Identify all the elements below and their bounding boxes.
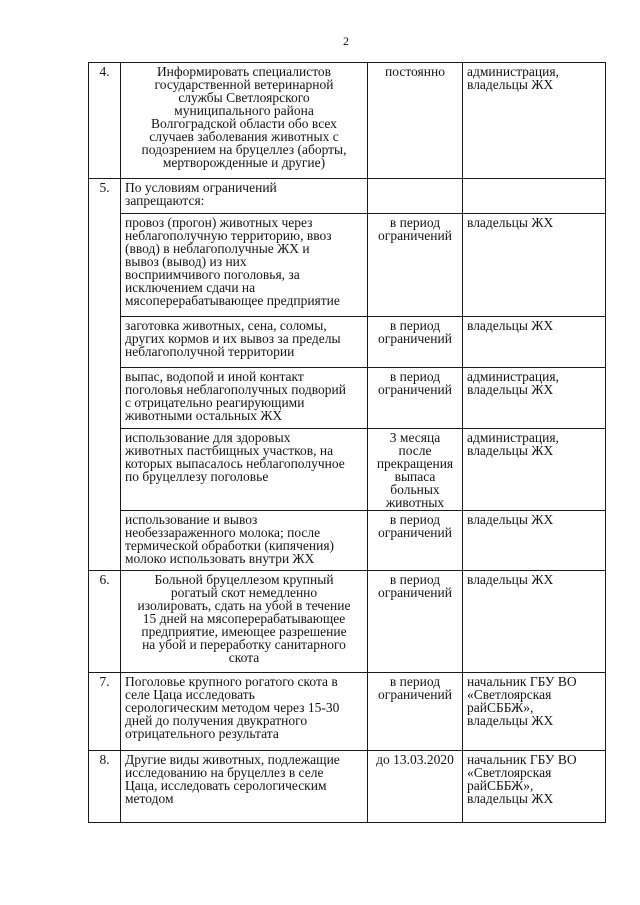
page-number: 2: [343, 34, 349, 48]
period-cell: в период ограничений: [368, 511, 463, 571]
responsible-cell: администрация, владельцы ЖХ: [463, 429, 606, 511]
item-number: 5.: [89, 179, 121, 571]
item-number: 4.: [89, 63, 121, 179]
period-cell: до 13.03.2020: [368, 751, 463, 823]
responsible-cell: администрация, владельцы ЖХ: [463, 63, 606, 179]
responsible-cell: владельцы ЖХ: [463, 214, 606, 317]
table-row: [89, 673, 606, 751]
responsible-cell: владельцы ЖХ: [463, 571, 606, 673]
table-row: [89, 317, 606, 368]
period-cell: постоянно: [368, 63, 463, 179]
item-number: 8.: [89, 751, 121, 823]
period-cell: в период ограничений: [368, 673, 463, 751]
table-row: [89, 751, 606, 823]
period-cell: в период ограничений: [368, 368, 463, 429]
table-row: [89, 511, 606, 571]
responsible-cell: владельцы ЖХ: [463, 511, 606, 571]
responsible-cell: [463, 179, 606, 214]
table-row: [89, 179, 606, 214]
table-row: [89, 429, 606, 511]
period-cell: в период ограничений: [368, 214, 463, 317]
responsible-cell: начальник ГБУ ВО «Светлоярская райСББЖ», владельцы ЖХ: [463, 673, 606, 751]
measures-table: [88, 62, 606, 823]
responsible-cell: владельцы ЖХ: [463, 317, 606, 368]
period-cell: в период ограничений: [368, 317, 463, 368]
item-number: 6.: [89, 571, 121, 673]
measure-text: Больной бруцеллезом крупный рогатый скот немедленно изолировать, сдать на убой в течение 15 дней на мясоперерабатывающее предприятие, имеющее разрешение на убой и переработку санитарного скота: [121, 571, 368, 673]
table-row: [89, 63, 606, 179]
table-row: [89, 368, 606, 429]
period-cell: 3 месяца после прекращения выпаса больных животных: [368, 429, 463, 511]
measure-text: Поголовье крупного рогатого скота в селе Цаца исследовать серологическим методом через 15-30 дней до получения двукратного отрицательного результата: [121, 673, 368, 751]
measure-text: Другие виды животных, подлежащие исследованию на бруцеллез в селе Цаца, исследовать серологическим методом: [121, 751, 368, 823]
period-cell: [368, 179, 463, 214]
measure-text: провоз (прогон) животных через неблагополучную территорию, ввоз (ввод) в неблагополучные ЖХ и вывоз (вывод) из них восприимчивого поголовья, за исключением сдачи на мясоперерабатывающее предприятие: [121, 214, 368, 317]
responsible-cell: администрация, владельцы ЖХ: [463, 368, 606, 429]
responsible-cell: начальник ГБУ ВО «Светлоярская райСББЖ», владельцы ЖХ: [463, 751, 606, 823]
measure-text: использование для здоровых животных пастбищных участков, на которых выпасалось неблагополучное по бруцеллезу поголовье: [121, 429, 368, 511]
item-number: 7.: [89, 673, 121, 751]
table-row: [89, 571, 606, 673]
measure-text: По условиям ограничений запрещаются:: [121, 179, 368, 214]
table-row: [89, 214, 606, 317]
measure-text: Информировать специалистов государственной ветеринарной службы Светлоярского муниципального района Волгоградской области обо всех случаев заболевания животных с подозрением на бруцеллез (аборты, мертворожденные и другие): [121, 63, 368, 179]
measure-text: использование и вывоз необеззараженного молока; после термической обработки (кипячения) молоко использовать внутри ЖХ: [121, 511, 368, 571]
period-cell: в период ограничений: [368, 571, 463, 673]
measure-text: выпас, водопой и иной контакт поголовья неблагополучных подворий с отрицательно реагирующими животными остальных ЖХ: [121, 368, 368, 429]
measure-text: заготовка животных, сена, соломы, других кормов и их вывоз за пределы неблагополучной территории: [121, 317, 368, 368]
